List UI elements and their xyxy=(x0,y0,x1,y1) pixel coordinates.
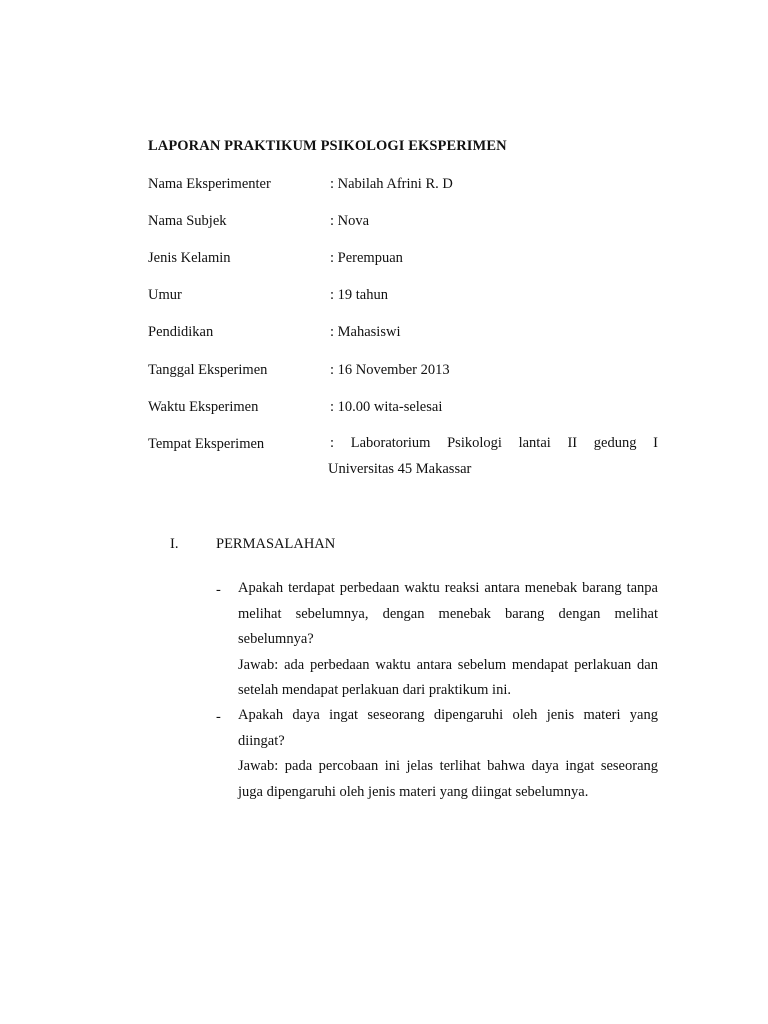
field-label: Pendidikan xyxy=(148,324,214,340)
report-title: LAPORAN PRAKTIKUM PSIKOLOGI EKSPERIMEN xyxy=(148,138,507,154)
field-value: : 10.00 wita-selesai xyxy=(330,399,443,415)
field-value-line-1: : Laboratorium Psikologi lantai II gedung I xyxy=(330,435,658,451)
field-label: Umur xyxy=(148,287,182,303)
field-value: : Nabilah Afrini R. D xyxy=(330,176,453,192)
list-bullet: - xyxy=(216,582,221,598)
field-value: : 19 tahun xyxy=(330,287,388,303)
field-value: : Mahasiswi xyxy=(330,324,401,340)
field-label: Nama Subjek xyxy=(148,213,227,229)
field-label: Jenis Kelamin xyxy=(148,250,231,266)
field-value-line-2: Universitas 45 Makassar xyxy=(328,461,472,477)
answer-text: Jawab: pada percobaan ini jelas terlihat bahwa daya ingat seseorang juga dipengaruhi oleh jenis materi yang diingat sebelumnya. xyxy=(238,758,658,800)
field-value: : 16 November 2013 xyxy=(330,362,450,378)
section-heading: PERMASALAHAN xyxy=(216,536,336,552)
answer-text: Jawab: ada perbedaan waktu antara sebelum mendapat perlakuan dan setelah mendapat perlakuan dari praktikum ini. xyxy=(238,656,658,698)
field-value xyxy=(330,430,658,482)
field-value: : Perempuan xyxy=(330,250,403,266)
field-value: : Nova xyxy=(330,213,370,229)
field-label: Tanggal Eksperimen xyxy=(148,362,268,378)
section-number: I. xyxy=(170,536,179,552)
question-text: Apakah terdapat perbedaan waktu reaksi antara menebak barang tanpa melihat sebelumnya, dengan menebak barang dengan melihat sebelumnya? xyxy=(238,580,658,647)
field-label: Nama Eksperimenter xyxy=(148,176,271,192)
list-item-text xyxy=(238,703,658,805)
list-item-text xyxy=(238,576,658,704)
field-label: Waktu Eksperimen xyxy=(148,399,259,415)
question-text: Apakah daya ingat seseorang dipengaruhi oleh jenis materi yang diingat? xyxy=(238,707,658,749)
list-bullet: - xyxy=(216,709,221,725)
field-label: Tempat Eksperimen xyxy=(148,436,265,452)
